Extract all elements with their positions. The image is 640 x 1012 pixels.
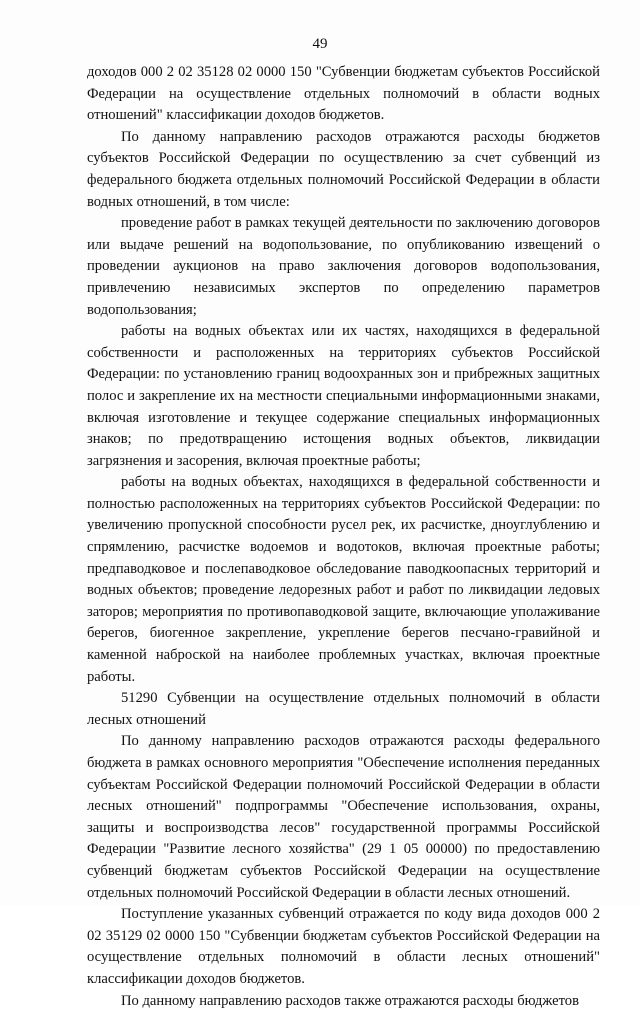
paragraph-water-protection-zones: работы на водных объектах или их частях, находящихся в федеральной собственности и расположенных на территориях субъектов Российской Федерации: по установлению границ водоохранных зон и прибрежных защитных полос и закрепление их на местности специальными информационными знаками, включая изготовление и текущее содержание специальных информационных знаков; по предотвращению истощения водных объектов, ликвидации загрязнения и засорения, включая проектные работы; [87,323,600,469]
paragraph-water-expenses-intro: По данному направлению расходов отражаются расходы бюджетов субъектов Российской Федерации по осуществлению за счет субвенций из федерального бюджета отдельных полномочий Российской Федерации в области водных отношений, в том числе: [87,128,600,210]
paragraph-water-use-works: проведение работ в рамках текущей деятельности по заключению договоров или выдаче решений на водопользование, по опубликованию извещений о проведении аукционов на право заключения договоров водопользования, привлечению независимых экспертов по определению параметров водопользования; [87,215,600,318]
page-number: 49 [312,36,328,52]
paragraph-forest-expenses: По данному направлению расходов отражаются расходы федерального бюджета в рамках основного мероприятия "Обеспечение исполнения переданных субъектам Российской Федерации полномочий Российской Федерации в области лесных отношений" подпрограммы "Обеспечение использования, охраны, защиты и воспроизводства лесов" государственной программы Российской Федерации "Развитие лесного хозяйства" (29 1 05 00000) по предоставлению субвенций бюджетам субъектов Российской Федерации на осуществление отдельных полномочий Российской Федерации в области лесных отношений. [87,733,600,901]
paragraph-income-code-forest: Поступление указанных субвенций отражается по коду вида доходов 000 2 02 35129 02 0000 150 "Субвенции бюджетам субъектов Российской Федерации на осуществление отдельных полномочий в области лесных отношений" классификации доходов бюджетов. [87,906,600,987]
paragraph-continuation: По данному направлению расходов также отражаются расходы бюджетов [121,992,579,1009]
paragraph-income-code-water: доходов 000 2 02 35128 02 0000 150 "Субвенции бюджетам субъектов Российской Федерации на осуществление отдельных полномочий в области водных отношений" классификации доходов бюджетов. [87,64,600,124]
section-heading-51290: 51290 Субвенции на осуществление отдельных полномочий в области лесных отношений [87,690,600,728]
paragraph-riverbed-works: работы на водных объектах, находящихся в федеральной собственности и полностью расположенных на территориях субъектов Российской Федерации: по увеличению пропускной способности русел рек, их расчистке, дноуглублению и спрямлению, расчистке водоемов и водотоков, включая проектные работы; предпаводковое и послепаводковое обследование паводкоопасных территорий и водных объектов; проведение ледорезных работ и работ по ликвидации ледовых заторов; мероприятия по противопаводковой защите, включающие уполаживание берегов, биогенное закрепление, укрепление берегов песчано-гравийной и каменной наброской на наиболее проблемных участках, включая проектные работы. [87,474,600,685]
document-body [87,62,600,1012]
